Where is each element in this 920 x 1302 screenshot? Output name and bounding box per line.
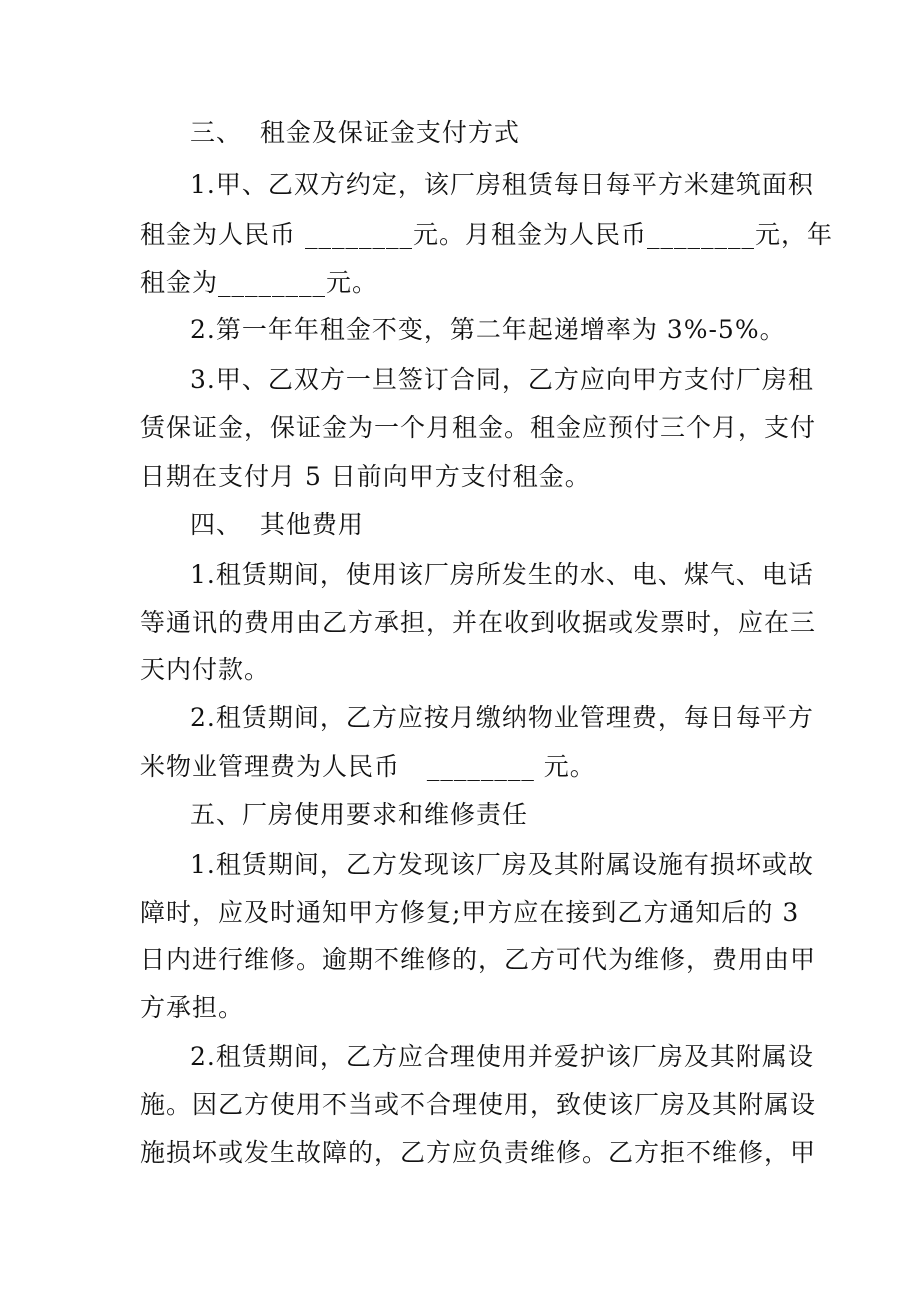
section-heading: 五、厂房使用要求和维修责任 [190, 800, 529, 829]
paragraph-line: 2.第一年年租金不变，第二年起递增率为 3%-5%。 [190, 315, 786, 344]
paragraph-line: 2.租赁期间，乙方应按月缴纳物业管理费，每日每平方 [190, 703, 814, 732]
paragraph-line: 施。因乙方使用不当或不合理使用，致使该厂房及其附属设 [140, 1090, 817, 1119]
paragraph-line: 1.租赁期间，使用该厂房所发生的水、电、煤气、电话 [190, 560, 814, 589]
paragraph-line: 赁保证金，保证金为一个月租金。租金应预付三个月，支付 [140, 413, 817, 442]
paragraph-line: 天内付款。 [140, 655, 271, 684]
paragraph-line: 障时，应及时通知甲方修复;甲方应在接到乙方通知后的 3 [140, 898, 800, 927]
paragraph-line: 租金为人民币 ________元。月租金为人民币________元，年 [140, 220, 833, 249]
paragraph-line: 1.租赁期间，乙方发现该厂房及其附属设施有损坏或故 [190, 850, 814, 879]
paragraph-line: 1.甲、乙双方约定，该厂房租赁每日每平方米建筑面积 [190, 170, 814, 199]
paragraph-line: 等通讯的费用由乙方承担，并在收到收据或发票时，应在三 [140, 608, 817, 637]
section-heading: 三、 租金及保证金支付方式 [190, 118, 520, 147]
paragraph-line: 施损坏或发生故障的，乙方应负责维修。乙方拒不维修，甲 [140, 1138, 817, 1167]
paragraph-line: 租金为________元。 [140, 268, 379, 297]
paragraph-line: 日内进行维修。逾期不维修的，乙方可代为维修，费用由甲 [140, 945, 817, 974]
paragraph-line: 3.甲、乙双方一旦签订合同，乙方应向甲方支付厂房租 [190, 365, 814, 394]
section-heading: 四、 其他费用 [190, 510, 364, 539]
paragraph-line: 日期在支付月 5 日前向甲方支付租金。 [140, 462, 591, 491]
paragraph-line: 方承担。 [140, 993, 245, 1022]
paragraph-line: 2.租赁期间，乙方应合理使用并爱护该厂房及其附属设 [190, 1042, 814, 1071]
paragraph-line: 米物业管理费为人民币 ________ 元。 [140, 752, 596, 781]
